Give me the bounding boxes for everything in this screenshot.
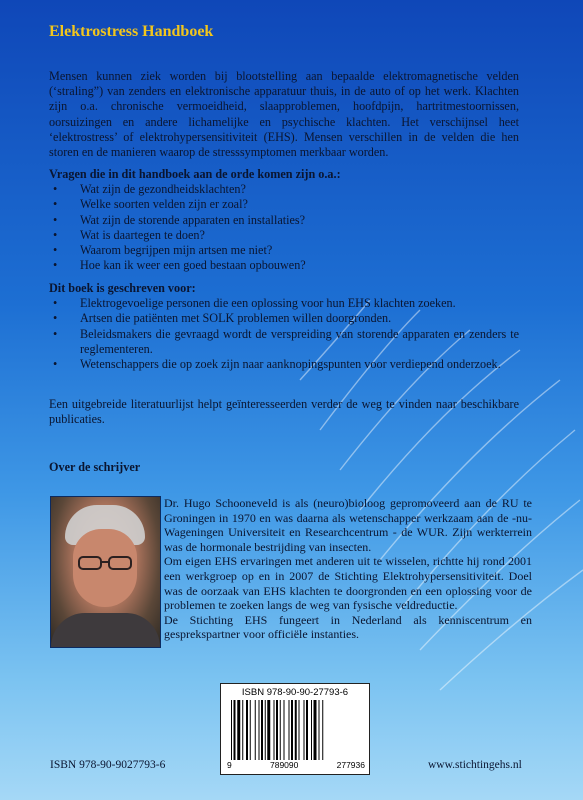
book-title: Elektrostress Handboek [49,23,214,40]
barcode-digit-group: 9 [227,760,232,770]
list-item: • Elektrogevoelige personen die een oplossing voor hun EHS klachten zoeken. [49,296,519,311]
audience-heading: Dit boek is geschreven voor: [49,281,196,295]
list-item: • Wat is daartegen te doen? [49,228,519,243]
barcode-bars [231,700,359,760]
intro-paragraph: Mensen kunnen ziek worden bij blootstelling aan bepaalde elektromagnetische velden (‘straling”) van zenders en elektronische apparatuur thuis, in de auto of op het werk. Klachten zijn o.a. chronische vermoeidheid, slaapproblemen, hoofdpijn, hartritmestoornissen, oorsuizingen en andere lichamelijke en psychische klachten. Het verschijnsel heet ‘elektrostress’ of elektrohypersensitiviteit (EHS). Mensen verschillen in de velden die hen storen en de manieren waarop de stresssymptomen merkbaar worden. [49,69,519,160]
list-item: • Welke soorten velden zijn er zoal? [49,197,519,212]
audience-list [49,296,519,372]
barcode-isbn-label: ISBN 978-90-90-27793-6 [241,687,349,698]
list-item: • Wat zijn de gezondheidsklachten? [49,182,519,197]
list-item: • Hoe kan ik weer een goed bestaan opbouwen? [49,258,519,273]
author-bio-paragraph: De Stichting EHS fungeert in Nederland als kenniscentrum en gesprekspartner voor officiële instanties. [164,612,532,642]
literature-paragraph: Een uitgebreide literatuurlijst helpt geïnteresseerden verder de weg te vinden naar beschikbare publicaties. [49,397,519,427]
website-link[interactable]: www.stichtingehs.nl [428,759,522,771]
questions-heading: Vragen die in dit handboek aan de orde komen zijn o.a.: [49,167,341,181]
author-heading: Over de schrijver [49,460,141,474]
isbn-barcode [220,683,370,775]
barcode-digit-group: 789090 [269,760,299,770]
author-photo [50,496,161,648]
author-bio-paragraph: Om eigen EHS ervaringen met anderen uit te wisselen, richtte hij rond 2001 een werkgroep op en in 2007 de Stichting Elektrohypersensitiviteit. Doel was de oorzaak van EHS klachten te doorgronden en een oplossing voor de problemen te zoeken langs de weg van fysische veldreductie. [164,554,532,613]
author-bio-paragraph: Dr. Hugo Schooneveld is als (neuro)bioloog gepromoveerd aan de RU te Groningen in 1970 en was daarna als wetenschapper werkzaam aan de -nu- Wageningen Universiteit en Researchcentrum - de WUR. Zijn werkterrein was de hormonale bestrijding van insecten. [164,496,532,554]
audience-section [49,281,519,372]
footer-isbn: ISBN 978-90-9027793-6 [50,759,166,771]
author-bio [164,496,532,642]
barcode-digits [227,760,365,770]
list-item: • Beleidsmakers die gevraagd wordt de verspreiding van storende apparaten en zenders te reglementeren. [49,327,519,357]
questions-list [49,182,519,273]
list-item: • Wetenschappers die op zoek zijn naar aanknopingspunten voor verdiepend onderzoek. [49,357,519,372]
questions-section [49,167,519,273]
list-item: • Waarom begrijpen mijn artsen me niet? [49,243,519,258]
list-item: • Wat zijn de storende apparaten en installaties? [49,213,519,228]
list-item: • Artsen die patiënten met SOLK problemen willen doorgronden. [49,311,519,326]
barcode-digit-group: 277936 [336,760,365,770]
